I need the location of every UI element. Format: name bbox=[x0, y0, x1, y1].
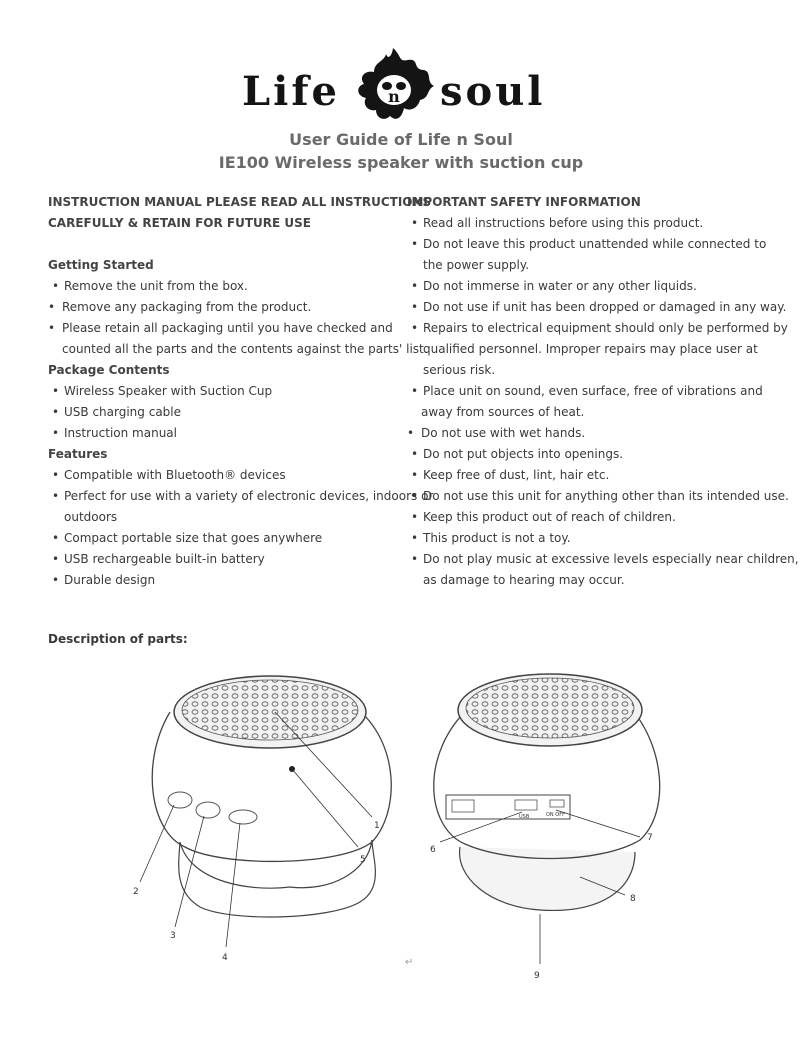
logo-mid-letter: n bbox=[388, 87, 400, 106]
intro-line: INSTRUCTION MANUAL PLEASE READ ALL INSTRUCTIONS bbox=[48, 195, 432, 209]
left-column bbox=[48, 192, 434, 591]
skull-flame-icon bbox=[350, 46, 436, 124]
callout-5: 5 bbox=[360, 855, 366, 865]
list-item: • Do not put objects into openings. bbox=[407, 444, 767, 465]
callout-4: 4 bbox=[222, 953, 228, 963]
list-item: • Do not use with wet hands. bbox=[407, 423, 767, 444]
page-title: User Guide of Life n Soul bbox=[289, 130, 513, 149]
list-item: • Perfect for use with a variety of electronic devices, indoors or bbox=[48, 486, 398, 507]
list-item-cont: counted all the parts and the contents against the parts' list. bbox=[62, 342, 428, 356]
speaker-grille bbox=[466, 678, 634, 738]
list-item-cont: qualified personnel. Improper repairs may place user at bbox=[423, 342, 758, 356]
list-item-cont: outdoors bbox=[64, 510, 118, 524]
list-item: • This product is not a toy. bbox=[407, 528, 767, 549]
list-item: • Please retain all packaging until you have checked and bbox=[48, 318, 398, 339]
usb-label: USB bbox=[519, 814, 530, 820]
button-3 bbox=[196, 802, 220, 818]
list-item: • Compatible with Bluetooth® devices bbox=[48, 465, 398, 486]
return-mark: ↵ bbox=[405, 957, 414, 968]
list-item: • Do not leave this product unattended while connected to bbox=[407, 234, 767, 255]
list-item: • Compact portable size that goes anywhere bbox=[48, 528, 398, 549]
list-item: • USB rechargeable built-in battery bbox=[48, 549, 398, 570]
list-item-cont: serious risk. bbox=[423, 363, 496, 377]
list-item: • Wireless Speaker with Suction Cup bbox=[48, 381, 398, 402]
button-2 bbox=[168, 792, 192, 808]
list-item: • Read all instructions before using this product. bbox=[407, 213, 767, 234]
parts-heading: Description of parts: bbox=[48, 632, 188, 646]
safety-heading: IMPORTANT SAFETY INFORMATION bbox=[407, 195, 641, 209]
speaker-grille bbox=[182, 680, 358, 740]
callout-1: 1 bbox=[374, 821, 380, 831]
brand-logo bbox=[242, 46, 562, 124]
speaker-front-view bbox=[133, 676, 391, 963]
button-4 bbox=[229, 810, 257, 824]
intro-line: CAREFULLY & RETAIN FOR FUTURE USE bbox=[48, 216, 311, 230]
package-heading: Package Contents bbox=[48, 363, 170, 377]
list-item: • Do not use if unit has been dropped or damaged in any way. bbox=[407, 297, 767, 318]
list-item: • Do not use this unit for anything other than its intended use. bbox=[407, 486, 767, 507]
leader-line bbox=[140, 805, 174, 882]
leader-line bbox=[292, 769, 358, 847]
list-item: • Keep this product out of reach of children. bbox=[407, 507, 767, 528]
list-item: • USB charging cable bbox=[48, 402, 398, 423]
list-item: • Keep free of dust, lint, hair etc. bbox=[407, 465, 767, 486]
list-item-cont: as damage to hearing may occur. bbox=[423, 573, 625, 587]
callout-8: 8 bbox=[630, 894, 636, 904]
callout-9: 9 bbox=[534, 971, 540, 981]
list-item-cont: the power supply. bbox=[423, 258, 530, 272]
list-item: • Remove any packaging from the product. bbox=[48, 297, 398, 318]
callout-7: 7 bbox=[647, 833, 653, 843]
page-subtitle: IE100 Wireless speaker with suction cup bbox=[218, 153, 584, 172]
switch-label: ON OFF bbox=[546, 812, 565, 818]
callout-3: 3 bbox=[170, 931, 176, 941]
speaker-back-view bbox=[430, 674, 660, 981]
suction-cup bbox=[179, 840, 376, 917]
right-column bbox=[407, 192, 799, 591]
logo-text-right: soul bbox=[440, 68, 546, 115]
list-item: • Repairs to electrical equipment should only be performed by bbox=[407, 318, 767, 339]
list-item: • Remove the unit from the box. bbox=[48, 276, 398, 297]
list-item: • Durable design bbox=[48, 570, 398, 591]
callout-2: 2 bbox=[133, 887, 139, 897]
suction-cup bbox=[460, 847, 635, 910]
logo-text-left: Life bbox=[242, 68, 340, 115]
list-item-cont: away from sources of heat. bbox=[421, 405, 585, 419]
list-item: • Do not immerse in water or any other liquids. bbox=[407, 276, 767, 297]
features-heading: Features bbox=[48, 447, 108, 461]
leader-line bbox=[556, 810, 640, 837]
callout-6: 6 bbox=[430, 845, 436, 855]
parts-diagram bbox=[110, 652, 690, 992]
list-item: • Do not play music at excessive levels especially near children, bbox=[407, 549, 767, 570]
list-item: • Instruction manual bbox=[48, 423, 398, 444]
list-item: • Place unit on sound, even surface, free of vibrations and bbox=[407, 381, 767, 402]
getting-started-heading: Getting Started bbox=[48, 258, 154, 272]
